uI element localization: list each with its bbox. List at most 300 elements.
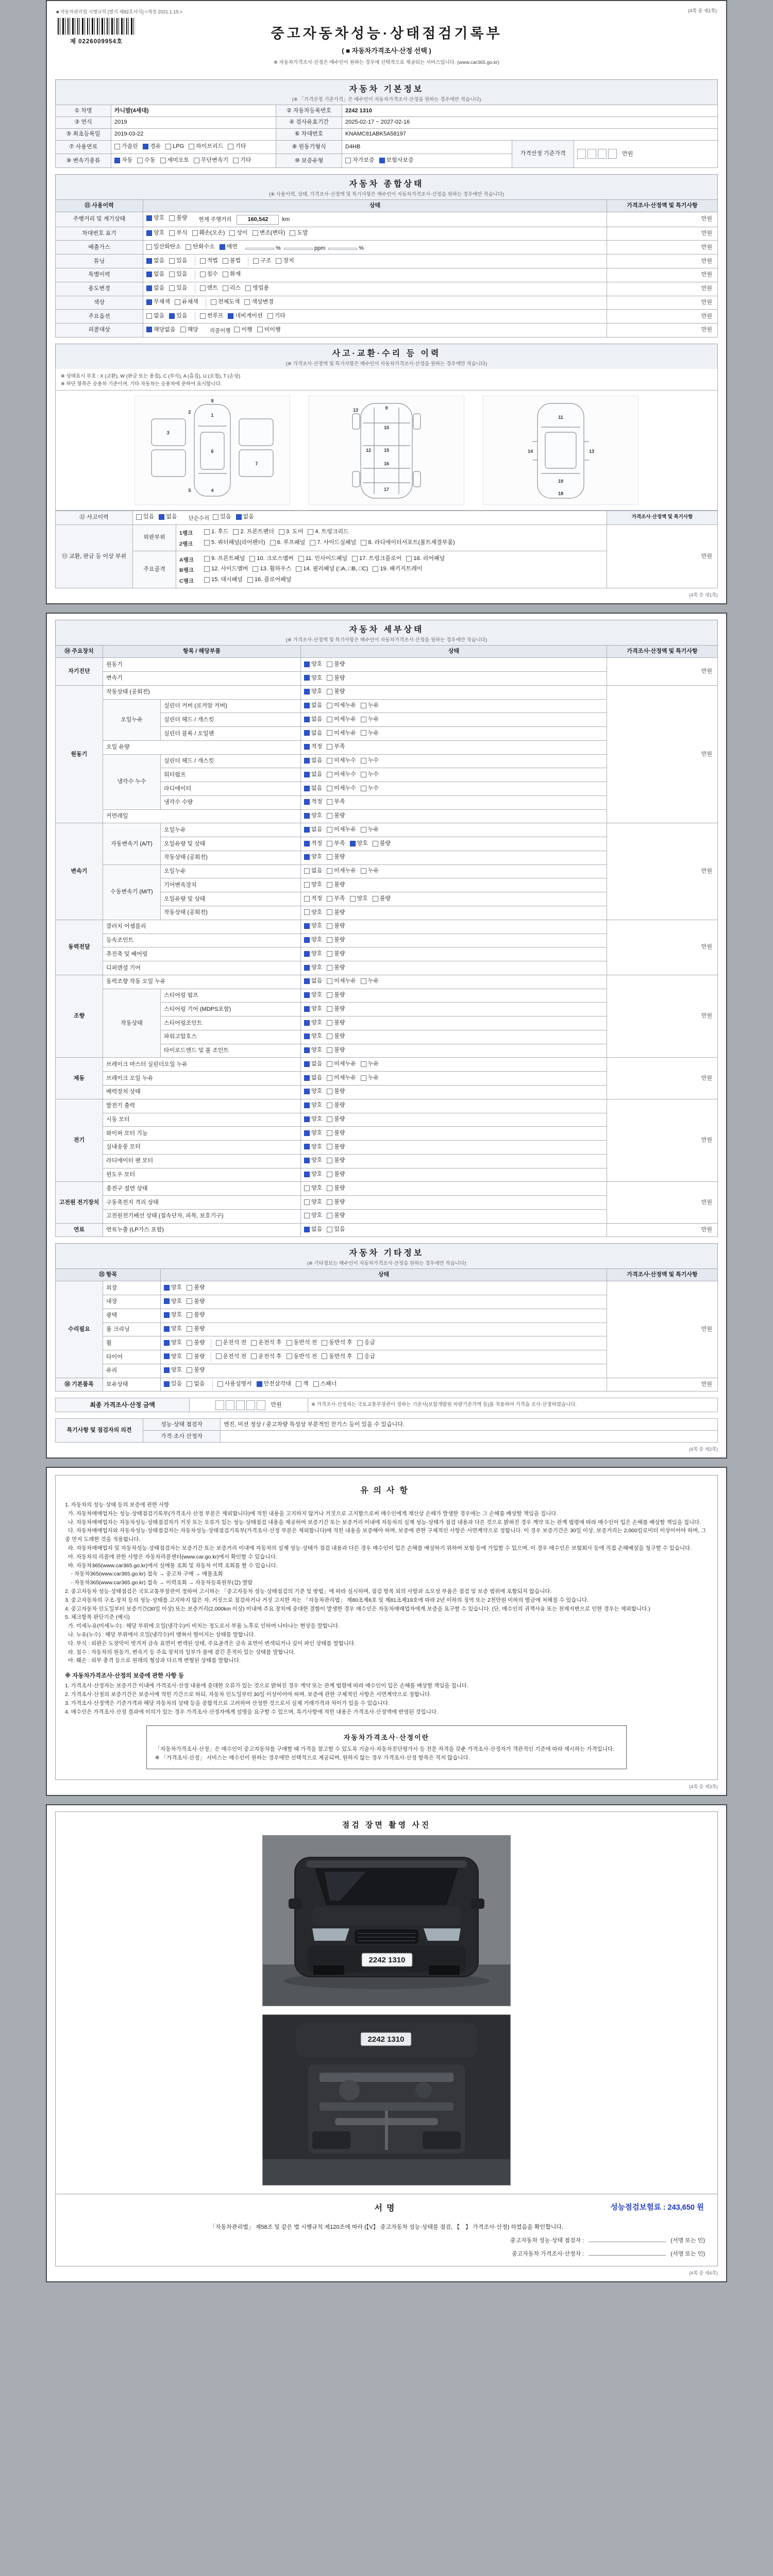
- appraiser-signature-label: 중고자동차 가격조사·산정자 :: [511, 2250, 584, 2257]
- item-label: 스티어링 기어 (MDPS포함): [161, 1003, 301, 1016]
- item-label: 연료누출 (LP가스 포함): [103, 1223, 301, 1237]
- outer-panel-cell: [176, 524, 607, 551]
- item-label: 주행거리 및 계기상태: [56, 212, 143, 227]
- accident-history-table: [55, 511, 718, 589]
- item-label: 충전구 절연 상태: [103, 1182, 301, 1196]
- status-options: 양호 불량: [301, 1044, 607, 1058]
- price-header-cell: [607, 511, 718, 524]
- diagram-number: 12: [365, 447, 372, 453]
- premium-label: 성능점검보험료 :: [610, 2203, 666, 2212]
- status-options: 없음 있음: [301, 1223, 607, 1237]
- notice-line: 마. 훼손 : 외부 충격 등으로 원래의 형상과 다르게 변형된 상태를 말합니다.: [65, 1657, 241, 1664]
- item-label: 오일누유: [161, 865, 301, 878]
- item-label: 실린더 헤드 / 개스킷: [161, 754, 301, 768]
- rank-label: C랭크: [179, 578, 194, 585]
- definition-line: ※ 「가격조사·산정」 서비스는 매수인이 원하는 경우에만 선택적으로 제공되며, 원하지 않는 경우 가격조사·산정 항목은 적지 않습니다.: [155, 1755, 470, 1761]
- table-row: [56, 1281, 718, 1295]
- item-label: 리콜대상: [56, 324, 143, 337]
- table-row: [56, 685, 718, 699]
- item-label: 튜닝: [56, 255, 143, 268]
- main-frame-label: 주요골격: [133, 551, 176, 588]
- status-options: 양호 부식 훼손(오손) 상이 변조(변타) 도말: [143, 227, 607, 241]
- notice-line: 마. 자동차의 리콜에 관한 사항은 자동차리콜센터(www.car.go.kr)에서 확인할 수 있습니다.: [65, 1553, 277, 1560]
- emission-unit-2: ppm: [314, 245, 326, 251]
- appraiser-opinion: [221, 1431, 718, 1443]
- item-label: 등속조인트: [103, 934, 301, 947]
- status-options: 양호 불량: [301, 961, 607, 975]
- item-label: 스티어링 펌프: [161, 989, 301, 1003]
- first-reg-value: 2019-03-22: [111, 128, 276, 140]
- table-row: [56, 268, 718, 282]
- simple-repair-label: 단순수리: [188, 515, 210, 522]
- col-status: 상태: [301, 646, 607, 658]
- year-value: 2019: [111, 116, 276, 128]
- diagram-number: 13: [589, 448, 595, 454]
- emission-value-box: [284, 248, 313, 250]
- notice-line: 라. 침수 : 자동차의 원동기, 변속기 등 주요 장치의 일부가 물에 잠긴 흔적이 있는 상태를 말합니다.: [65, 1649, 295, 1655]
- status-options: 15. 대시패널 16. 플로어패널: [204, 578, 296, 584]
- table-row: [56, 105, 718, 117]
- emission-value-box: [245, 248, 274, 250]
- status-options: 양호 불량: [301, 989, 607, 1003]
- status-options: 양호 불량: [301, 851, 607, 865]
- table-row: [56, 324, 718, 337]
- item-label: 워터펌프: [161, 768, 301, 782]
- sub-group: 자동변속기 (A/T): [103, 823, 161, 865]
- table-row: [56, 140, 718, 154]
- status-options: 썬루프 네비게이션 기타: [195, 312, 290, 321]
- status-cell: [143, 282, 607, 296]
- etc-info-table: [55, 1268, 718, 1392]
- status-options: 양호 불량: [301, 672, 607, 686]
- col-price: 가격조사·산정액 및 특기사항: [607, 200, 718, 212]
- item-label: 윈도우 모터: [103, 1168, 301, 1182]
- car-name-value: 카니발(4세대): [111, 105, 276, 117]
- car-diagram-frame: [483, 396, 638, 505]
- page-3: [46, 1467, 727, 1796]
- notice-line: 나. 누유(누수) : 해당 부위에서 오일(냉각수)이 맺혀서 떨어지는 상태를 말합니다.: [65, 1632, 256, 1638]
- section-note: (※ 가격조사·산정액 및 특기사항은 매수인이 자동차가격조사·산정을 원하는 경우에만 적습니다): [285, 637, 488, 643]
- item-label: 차대번호 표기: [56, 227, 143, 241]
- final-price-digit-boxes: [215, 1400, 267, 1410]
- rank-line: [179, 554, 603, 564]
- item-label: 외장: [103, 1281, 161, 1295]
- col-price: 가격조사·산정액 및 특기사항: [607, 646, 718, 658]
- status-options: 양호 불량: [301, 947, 607, 961]
- item-label: 타이어: [103, 1350, 161, 1364]
- engine-value: D4HB: [342, 140, 512, 154]
- sub-group: 냉각수 누수: [103, 754, 161, 809]
- table-row: [56, 212, 718, 227]
- status-options: 양호 불량: [301, 878, 607, 892]
- section-etc-info: [55, 1243, 718, 1392]
- price-cell: 만원: [607, 282, 718, 296]
- device-group: 조향: [56, 975, 103, 1058]
- notice-price-title: ※ 자동차가격조사·산정의 보증에 관한 사항 등: [65, 1673, 184, 1680]
- item-label: 실린더 헤드 / 개스킷: [161, 713, 301, 727]
- notice-line: 나. 자동차매매업자는 자동차성능·상태점검자가 거짓 또는 오류가 있는 성능·상태점검 내용을 제공하여 보증기간 또는 보증거리 이내에 자동차의 실제 성능·상태가 점검 내용과 다른 것으로 밝혀진 경우 계약 또는 관계 법령에 따라 매수인이 입은 손해를 배상할 책임을 집니다.: [65, 1519, 701, 1526]
- price-cell: 만원: [607, 685, 718, 823]
- appraiser-label: 가격·조사 산정자: [143, 1431, 221, 1443]
- notice-line: 2. 가격조사·산정의 보증기간은 보증서에 적힌 기간으로 하되, 자동차 인도일부터 30일 이상이어야 하며, 보증에 관한 구체적인 사항은 서면계약으로 정합니다.: [65, 1691, 432, 1698]
- page-mark: (4쪽 중 제1쪽): [689, 592, 718, 598]
- status-cell: [143, 268, 607, 282]
- item-label: 실린더 커버 (로커암 커버): [161, 699, 301, 713]
- section-detail-head: [55, 620, 718, 645]
- repair-group: 수리필요: [56, 1281, 103, 1378]
- page-number-note: (4쪽 중 제1쪽): [688, 8, 717, 13]
- section-overall-condition: [55, 174, 718, 337]
- engine-label: ⑧ 원동기형식: [276, 140, 342, 154]
- first-reg-label: ⑤ 최초등록일: [56, 128, 111, 140]
- page-4: [46, 1804, 727, 2282]
- status-options: 없음 미세누유 누유: [301, 713, 607, 727]
- section-note: (※ 기타정보는 매수인이 자동차가격조사·산정을 원하는 경우에만 적습니다): [307, 1261, 466, 1267]
- price-cell: 만원: [607, 296, 718, 310]
- status-options: 없음 있음: [146, 314, 192, 320]
- accident-status-cell: [133, 511, 607, 524]
- status-options: 양호 불량: [164, 1341, 210, 1347]
- notice-line: 3. 가격조사·산정액은 기준가격과 해당 자동차의 상태 등을 종합적으로 고려하여 산정한 것으로서 실제 거래가격과 차이가 있을 수 있습니다.: [65, 1700, 390, 1706]
- status-options: 9. 프론트패널 10. 크로스멤버 11. 인사이드패널 17. 트렁크플로어 18. 리어패널: [204, 557, 449, 563]
- item-label: 라디에이터 팬 모터: [103, 1154, 301, 1168]
- diagram-number: 1: [211, 412, 214, 418]
- status-options: 없음 미세누유 누유: [301, 1072, 607, 1086]
- table-row: [56, 296, 718, 310]
- page-mark: (4쪽 중 제2쪽): [689, 1447, 718, 1452]
- base-price-unit: 만원: [622, 150, 633, 157]
- item-label: 작동상태 (공회전): [161, 851, 301, 865]
- item-label: 와이퍼 모터 기능: [103, 1127, 301, 1141]
- status-cell: [143, 241, 607, 255]
- item-label: 오일 유량: [103, 740, 301, 754]
- diagram-number: 7: [255, 461, 258, 466]
- price-cell: 만원: [607, 1099, 718, 1182]
- item-label: 작동상태 (공회전): [103, 685, 301, 699]
- item-label: 오일누유: [161, 823, 301, 837]
- col-item: ⑮ 항목: [56, 1269, 161, 1281]
- diagram-number: 10: [383, 425, 390, 430]
- status-options: 운전석 전 운전석 후 동반석 전 동반석 후 응급: [211, 1338, 380, 1348]
- diagram-number: 4: [211, 487, 214, 493]
- document-header: [55, 7, 718, 73]
- detail-condition-table: [55, 645, 718, 1237]
- table-row: [56, 1182, 718, 1196]
- warranty-options: 자가보증 보험사보증: [342, 154, 512, 168]
- notice-line: 4. 중고자동차 인도일부터 보증기간(30일 이상) 또는 보증거리(2,000km 이상) 이내에 주요 장치에 중대한 결함이 발생한 경우 매수인은 자동차매매업자에게 보증을 요구할 수 있습니다. (단, 매수인의 귀책사유 또는 천재지변으로 인한 경우는 제외합니다.): [65, 1605, 650, 1612]
- definition-line: 「자동차가격조사·산정」은 매수인이 중고자동차를 구매할 때 가격을 참고할 수 있도록 기술사·자동차진단평가사 등 전문 자격을 갖춘 가격조사·산정자가 객관적인 기준에 따라 제시하는 가격입니다.: [155, 1746, 614, 1753]
- photo-front-view: [262, 1835, 511, 2006]
- status-options: 양호 불량: [301, 1085, 607, 1099]
- item-label: 휠: [103, 1336, 161, 1350]
- status-options: 없음 미세누유 누유: [301, 865, 607, 878]
- status-cell: [143, 212, 607, 227]
- year-label: ③ 연식: [56, 116, 111, 128]
- warranty-label: ⑩ 보증유형: [276, 154, 342, 168]
- exchange-label: ⑬ 교환, 판금 등 이상 부위: [56, 524, 133, 588]
- rank-label: A랭크: [179, 556, 194, 563]
- item-label: 커먼레일: [103, 809, 301, 823]
- base-price-label: 가격산정 기준가격: [512, 140, 574, 168]
- item-label: 클러치 어셈블리: [103, 920, 301, 934]
- form-reference: ■ 자동차관리법 시행규칙 [별지 제82호서식] <개정 2021.1.19.>: [56, 9, 182, 14]
- definition-box: [146, 1725, 627, 1769]
- table-row: [56, 658, 718, 672]
- signature-line-inspector: [68, 2236, 705, 2244]
- photos-list: [60, 1835, 713, 2185]
- col-status: 상태: [161, 1269, 607, 1281]
- rank-label: B랭크: [179, 567, 194, 574]
- status-options: 없음 미세누유 누유: [301, 727, 607, 741]
- license-plate-text: 2242 1310: [367, 2035, 405, 2044]
- notice-body: [65, 1501, 708, 1665]
- item-label: 배출가스: [56, 241, 143, 255]
- status-options: 양호 불량: [301, 1099, 607, 1113]
- car-name-label: ① 차명: [56, 105, 111, 117]
- premium-value: 243,650 원: [667, 2203, 704, 2212]
- item-label: 내장: [103, 1295, 161, 1309]
- opinion-title: 특기사항 및 점검자의 의견: [56, 1419, 143, 1443]
- status-cell: [161, 1378, 607, 1392]
- status-options: 양호 불량: [301, 1182, 607, 1196]
- item-label: 원동기: [103, 658, 301, 672]
- status-options: 운전석 전 운전석 후 동반석 전 동반석 후 응급: [211, 1352, 380, 1362]
- status-options: 양호 불량: [161, 1309, 607, 1323]
- signature-line-appraiser: [68, 2249, 705, 2258]
- status-options: 전체도색 색상변경: [206, 298, 278, 308]
- col-device: ⑭ 주요장치: [56, 646, 103, 658]
- mileage-value: 160,542: [237, 215, 279, 225]
- table-row: [56, 1223, 718, 1237]
- device-group: 제동: [56, 1058, 103, 1099]
- status-options: 없음 있음: [146, 286, 192, 293]
- notice-price-body: [65, 1682, 708, 1716]
- table-row: [56, 1398, 718, 1412]
- price-cell: 만원: [607, 1182, 718, 1223]
- col-history: ⑪ 사용이력: [56, 200, 143, 212]
- price-cell: 만원: [607, 1378, 718, 1392]
- section-title: 자동차 기본정보: [349, 85, 424, 94]
- status-options: 양호 불량: [301, 934, 607, 947]
- document-subtitle: ( ■ 자동차가격조사·산정 선택 ): [342, 47, 431, 55]
- price-cell: 만원: [607, 1281, 718, 1378]
- diagram-number: 5: [188, 487, 191, 493]
- status-cell: [161, 1350, 607, 1364]
- transmission-label: ⑨ 변속기종류: [56, 154, 111, 168]
- item-label: 변속기: [103, 672, 301, 686]
- notice-line: 1. 자동차의 성능·상태 등의 보증에 관한 사항: [65, 1502, 170, 1509]
- section-accident-head: [55, 344, 718, 369]
- price-cell: 만원: [607, 227, 718, 241]
- status-options: 없음 미세누수 누수: [301, 768, 607, 782]
- status-options: 없음 미세누유 누유: [301, 823, 607, 837]
- item-label: 유리: [103, 1364, 161, 1378]
- document-number: 제 0226009954호: [70, 39, 123, 45]
- price-cell: 만원: [607, 324, 718, 337]
- diagram-number: 13: [352, 407, 359, 413]
- status-cell: [143, 255, 607, 268]
- rank-label: 2랭크: [179, 540, 193, 547]
- status-cell: [143, 324, 607, 337]
- section-title: 자동차 기타정보: [349, 1249, 424, 1258]
- device-group: 자기진단: [56, 658, 103, 686]
- section-title: 자동차 세부상태: [349, 625, 424, 635]
- final-price-label: 최종 가격조사·산정 금액: [56, 1398, 190, 1412]
- status-options: 양호 불량: [301, 1113, 607, 1127]
- item-label: 구동축전지 격리 상태: [103, 1196, 301, 1210]
- rank-line: [179, 565, 603, 574]
- vin-label: ⑥ 차대번호: [276, 128, 342, 140]
- table-row: [56, 1378, 718, 1392]
- confirmation-statement: 「자동차관리법」 제58조 및 같은 법 시행규칙 제120조에 따라 (【V】 중고자동차 성능·상태를 점검, 【 】 가격조사·산정) 하였음을 확인합니다.: [209, 2224, 564, 2230]
- status-options: 사용설명서 안전삼각대 잭 스패너: [212, 1380, 342, 1389]
- basic-items-label: 보유상태: [103, 1378, 161, 1392]
- inspector-signature-suffix: (서명 또는 인): [670, 2237, 705, 2244]
- table-row: [56, 1431, 718, 1443]
- section-detail-condition: [55, 620, 718, 1237]
- price-cell: 만원: [607, 524, 718, 588]
- status-options: 없음 미세누유 누유: [301, 699, 607, 713]
- diagram-number: 19: [558, 478, 564, 484]
- document-note: ※ 자동차가격조사·산정은 매수인이 원하는 경우에 선택적으로 제공되는 서비스입니다. (www.car365.go.kr): [274, 60, 499, 65]
- item-label: 룸 크리닝: [103, 1323, 161, 1336]
- table-row: [56, 524, 718, 551]
- outer-panel-label: 외판부위: [133, 524, 176, 551]
- status-options: 양호 불량: [164, 1354, 210, 1361]
- device-group: 연료: [56, 1223, 103, 1237]
- status-options: 양호 불량: [301, 685, 607, 699]
- section-note: (※ 「가격산정 기준가격」은 매수인이 자동차가격조사·산정을 원하는 경우에만 적습니다): [292, 97, 481, 103]
- status-options: 양호 불량: [161, 1281, 607, 1295]
- inspector-label: 성능·상태 점검자: [143, 1419, 221, 1431]
- item-label: 브레이크 마스터 실린더오일 누유: [103, 1058, 301, 1072]
- car-diagram-exterior: [135, 396, 290, 505]
- status-options: 이행 미이행: [234, 328, 285, 334]
- status-options: 양호 불량: [146, 216, 192, 223]
- status-options: 있음 없음: [213, 515, 259, 521]
- status-options: 없음 있음: [146, 273, 192, 279]
- car-diagrams: [55, 391, 718, 511]
- diagram-number: 11: [558, 414, 563, 420]
- status-options: 없음 미세누수 누수: [301, 754, 607, 768]
- item-label: 시동 모터: [103, 1113, 301, 1127]
- license-plate-text: 2242 1310: [368, 1955, 406, 1964]
- status-options: 양호 불량: [301, 920, 607, 934]
- notice-line: 가. 자동차매매업자는 성능·상태점검기록부(가격조사·산정 부분은 제외합니다)에 적힌 내용을 고지하지 않거나 거짓으로 고지함으로써 매수인에게 재산상 손해가 발생한 경우에는 그 손해를 배상할 책임을 집니다.: [65, 1510, 558, 1517]
- table-row: [56, 310, 718, 324]
- status-options: 적정 부족 양호 불량: [301, 892, 607, 906]
- item-label: 오일유량 및 상태: [161, 892, 301, 906]
- car-front-photo: [263, 1836, 510, 2006]
- diagram-number: 9: [385, 405, 388, 411]
- notice-line: 3. 중고자동차의 구조·장치 등의 성능·상태를 고지하지 않은 자, 거짓으로 점검하거나 거짓 고지한 자는 「자동차관리법」 제80조제6호 및 제81조제19호에 따라 2년 이하의 징역 또는 2천만원 이하의 벌금에 처해질 수 있습니다.: [65, 1597, 589, 1603]
- status-options: 없음 미세누유 누유: [301, 975, 607, 989]
- page-2: [46, 613, 727, 1459]
- diagram-number: 2: [188, 409, 191, 415]
- col-price: 가격조사·산정액 및 특기사항: [631, 514, 693, 520]
- device-group: 전기: [56, 1099, 103, 1182]
- status-options: 양호 불량: [301, 658, 607, 672]
- item-label: 용도변경: [56, 282, 143, 296]
- status-cell: [161, 1336, 607, 1350]
- table-row: [56, 255, 718, 268]
- item-label: 광택: [103, 1309, 161, 1323]
- diagram-number: 17: [383, 486, 390, 492]
- photos-title: 점검 장면 촬영 사진: [342, 1820, 431, 1829]
- rank-line: [179, 575, 603, 585]
- notice-line: - 자동차365(www.car365.go.kr) 접속 → 중고차 구매 → 매물조회: [65, 1571, 223, 1578]
- table-row: [56, 128, 718, 140]
- status-options: 양호 불량: [301, 1196, 607, 1210]
- final-price-unit: 만원: [271, 1402, 282, 1409]
- reg-no-label: ② 자동차등록번호: [276, 105, 342, 117]
- item-label: 실린더 블록 / 오일팬: [161, 727, 301, 741]
- section-note: (※ 가격조사·산정액 및 특기사항은 매수인이 자동차가격조사·산정을 원하는 경우에만 적습니다): [285, 361, 488, 367]
- document-number-block: [57, 18, 136, 45]
- status-options: 적정 부족: [301, 740, 607, 754]
- definition-title: 자동차가격조사·산정이란: [343, 1734, 430, 1742]
- item-label: 추진축 및 베어링: [103, 947, 301, 961]
- base-price-digit-boxes: [577, 149, 618, 159]
- reg-no-value: 2242 1310: [342, 105, 718, 117]
- diagram-number: 15: [383, 447, 390, 453]
- final-price-note: ※ 가격조사·산정자는 국토교통부장관이 정하는 기준서(보험개발원 차량기준가액 등)를 적용하여 가격을 조사·산정하였습니다.: [308, 1398, 718, 1412]
- car-underbody-photo: [263, 2015, 510, 2185]
- status-options: 무채색 유채색: [146, 300, 203, 307]
- appraiser-signature-space: [589, 2255, 666, 2256]
- price-cell: 만원: [607, 255, 718, 268]
- notice-line: 다. 부식 : 외판은 도장막이 벗겨져 금속 표면이 변색된 상태, 주요골격은 금속 표면이 변색되거나 깊이 파인 상태를 말합니다.: [65, 1640, 356, 1647]
- overall-condition-table: [55, 199, 718, 337]
- status-options: 구조 장치: [248, 257, 299, 266]
- price-cell: 만원: [607, 268, 718, 282]
- signature-box: [55, 2194, 718, 2266]
- price-cell: 만원: [607, 823, 718, 920]
- device-group: 동력전달: [56, 920, 103, 975]
- section-basic-info: [55, 79, 718, 168]
- status-options: 해당없음 해당: [146, 328, 203, 334]
- status-options: 없음 미세누유 누유: [301, 1058, 607, 1072]
- inspection-photos-box: [55, 1811, 718, 2194]
- notice-line: 라. 자동차매매업자 및 자동차성능·상태점검자는 보증기간 또는 보증거리 이내에 자동차의 실제 성능·상태가 점검 내용과 다른 경우 매수인이 입은 손해를 배상하기 위하여 보험 등에 가입할 수 있으며, 이 경우 매수인은 보험회사 등에 직접 손해배상을 청구할 수 있습니다.: [65, 1545, 692, 1552]
- status-cell: [143, 310, 607, 324]
- price-cell: 만원: [607, 310, 718, 324]
- notice-line: - 자동차365(www.car365.go.kr) 접속 → 이력조회 → 자동차등록원부(갑) 열람: [65, 1580, 253, 1586]
- item-label: 동력조향 작동 오일 누유: [103, 975, 301, 989]
- item-label: 색상: [56, 296, 143, 310]
- col-status: 상태: [143, 200, 607, 212]
- item-label: 작동상태 (공회전): [161, 906, 301, 920]
- item-label: 주요옵션: [56, 310, 143, 324]
- item-label: 실내송풍 모터: [103, 1141, 301, 1155]
- legend-basis: ※ 하단 항목은 승용차 기준이며, 기타 자동차는 승용차에 준하여 표시합니다.: [61, 381, 222, 387]
- rank-label: 1랭크: [179, 530, 193, 536]
- page-mark: (4쪽 중 제4쪽): [689, 2270, 718, 2276]
- table-row: [56, 920, 718, 934]
- table-row: [56, 975, 718, 989]
- car-diagram-underbody: [309, 396, 464, 505]
- emission-unit-1: %: [275, 245, 281, 251]
- diagram-number: 16: [383, 461, 390, 466]
- mileage-unit: km: [282, 216, 290, 223]
- vin-value: KNAMC81ABK5A58197: [342, 128, 718, 140]
- status-options: 양호 불량: [301, 1003, 607, 1016]
- transmission-options: 자동 수동 세미오토 무단변속기 기타: [111, 154, 276, 168]
- table-row: [56, 1419, 718, 1431]
- status-options: 양호 불량: [161, 1295, 607, 1309]
- item-label: 발전기 출력: [103, 1099, 301, 1113]
- price-cell: 만원: [607, 1058, 718, 1099]
